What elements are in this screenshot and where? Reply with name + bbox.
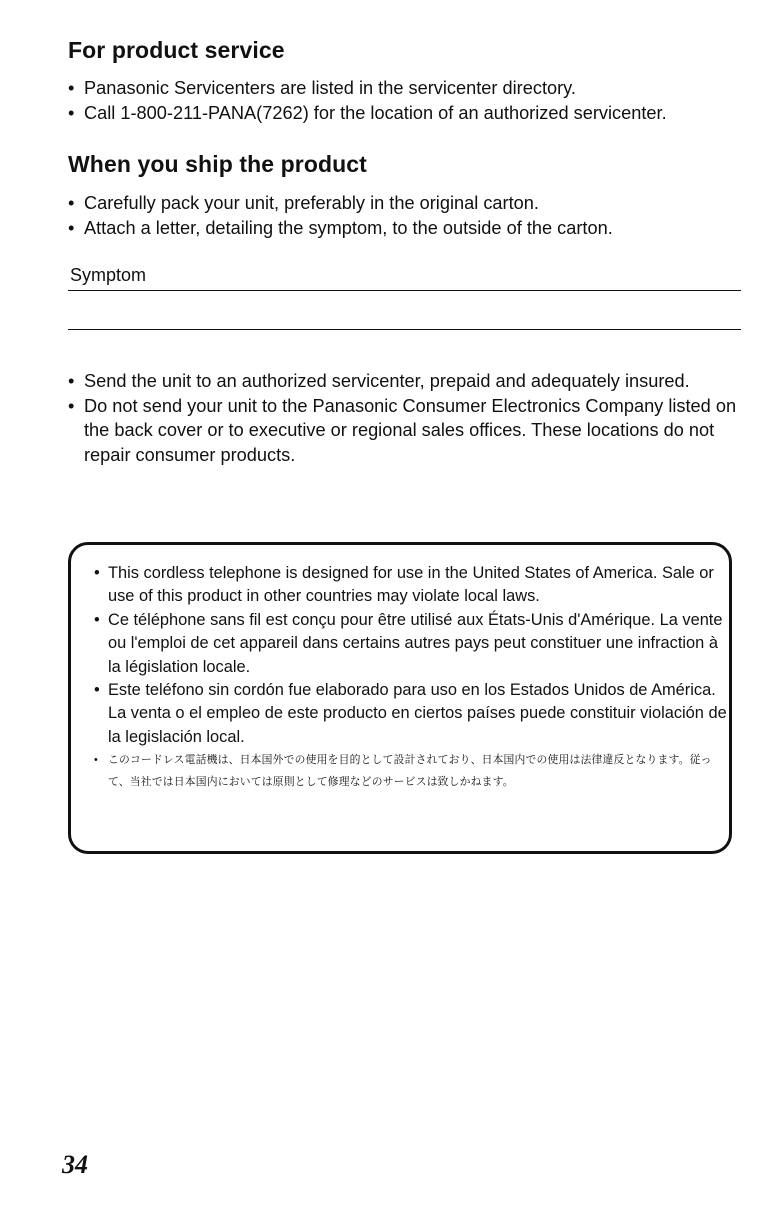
ship-product-list-continued	[67, 369, 742, 467]
product-service-list	[67, 76, 747, 125]
page-number: 34	[62, 1150, 88, 1179]
list-item: • Panasonic Servicenters are listed in the servicenter directory.	[67, 76, 747, 101]
list-item: • Do not send your unit to the Panasonic Consumer Electronics Company listed on the back cover or to executive or regional sales offices. These locations do not repair consumer products.	[67, 394, 742, 468]
symptom-label: Symptom	[70, 265, 147, 285]
notice-item-spanish: • Este teléfono sin cordón fue elaborado para uso en los Estados Unidos de América. La venta o el empleo de este producto en ciertos países puede constituir violación de la legislación local.	[88, 679, 728, 749]
symptom-line-2	[68, 329, 741, 330]
notice-list	[88, 562, 728, 793]
section-heading-ship-product: When you ship the product	[68, 151, 367, 177]
list-item: • Carefully pack your unit, preferably in the original carton.	[67, 191, 747, 216]
list-item: • Call 1-800-211-PANA(7262) for the location of an authorized servicenter.	[67, 101, 747, 126]
section-heading-product-service: For product service	[68, 37, 285, 63]
notice-item-japanese: • このコードレス電話機は、日本国外での使用を目的として設計されており、日本国内での使用は法律違反となります。従って、当社では日本国内においては原則として修理などのサービスは致しかねます。	[88, 749, 728, 793]
notice-item-french: • Ce téléphone sans fil est conçu pour être utilisé aux États-Unis d'Amérique. La vente ou l'emploi de cet appareil dans certains autres pays peut constituer une infraction à la législation locale.	[88, 609, 728, 679]
list-item: • Attach a letter, detailing the symptom, to the outside of the carton.	[67, 216, 747, 241]
notice-item-english: • This cordless telephone is designed for use in the United States of America. Sale or use of this product in other countries may violate local laws.	[88, 562, 728, 609]
ship-product-list	[67, 191, 747, 240]
symptom-line-1	[68, 290, 741, 291]
list-item: • Send the unit to an authorized servicenter, prepaid and adequately insured.	[67, 369, 742, 394]
